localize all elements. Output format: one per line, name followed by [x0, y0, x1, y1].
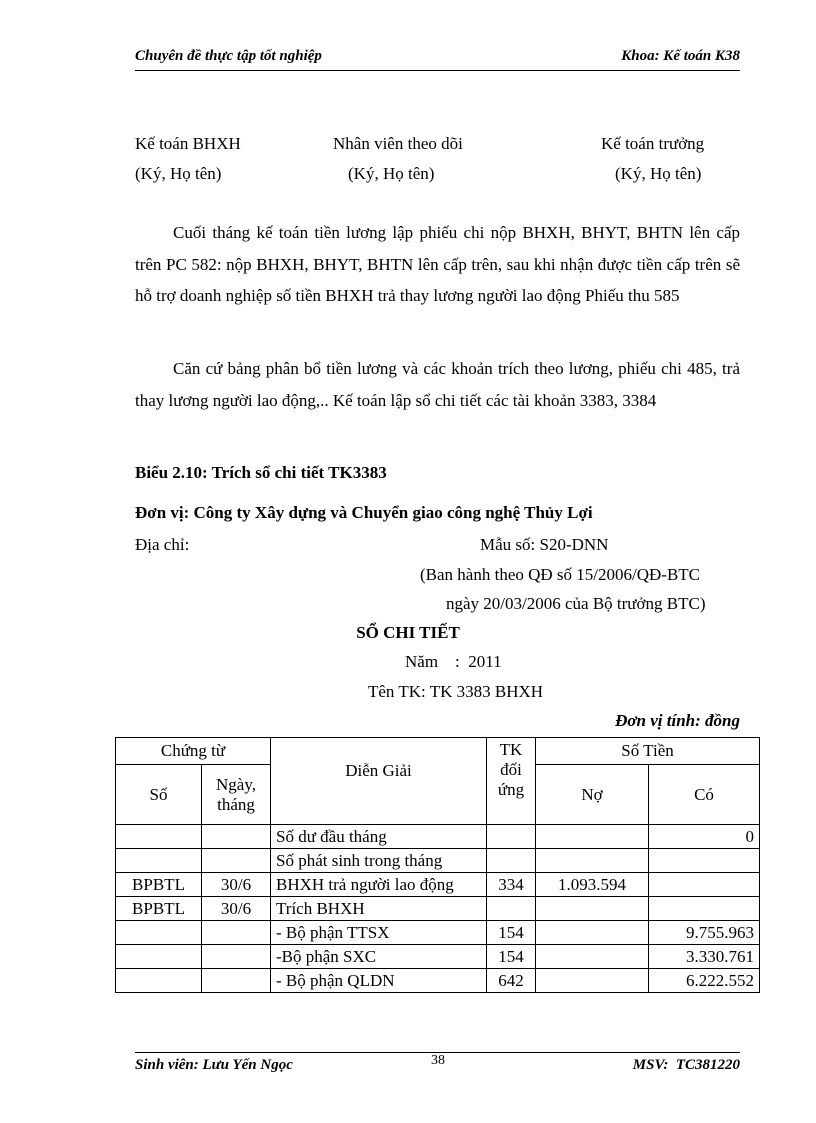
cell-description: Số phát sinh trong tháng	[271, 849, 487, 873]
signature-chief-note: (Ký, Họ tên)	[615, 164, 702, 183]
footer-student: Sinh viên: Lưu Yến Ngọc	[135, 1057, 293, 1073]
header-date	[202, 765, 271, 825]
cell-description: Số dư đầu tháng	[271, 825, 487, 849]
cell-date: 30/6	[202, 897, 271, 921]
cell-description: BHXH trả người lao động	[271, 873, 487, 897]
header-amount: Số Tiền	[536, 738, 760, 765]
header-rule	[135, 70, 740, 71]
cell-credit: 3.330.761	[649, 945, 760, 969]
header-description: Diễn Giải	[271, 738, 487, 825]
cell-number: BPBTL	[116, 897, 202, 921]
cell-contra: 334	[487, 873, 536, 897]
signature-chief-title: Kế toán trưởng	[601, 134, 705, 153]
header-contra-account	[487, 738, 536, 825]
header-date-line-2: tháng	[217, 794, 255, 814]
cell-date	[202, 825, 271, 849]
cell-number	[116, 921, 202, 945]
address-label: Địa chỉ:	[135, 535, 190, 554]
table-row	[116, 825, 760, 849]
signature-staff-note: (Ký, Họ tên)	[348, 164, 435, 183]
cell-debit	[536, 849, 649, 873]
footer-student-id: MSV: TC381220	[632, 1057, 740, 1073]
paragraph-2-text: Căn cứ bảng phân bổ tiền lương và các khoản trích theo lương, phiếu chi 485, trả thay lương người lao động,.. Kế toán lập sổ chi tiết các tài khoản 3383, 3384	[135, 359, 740, 410]
header-debit: Nợ	[536, 765, 649, 825]
signature-accountant-title: Kế toán BHXH	[135, 134, 241, 153]
signature-staff-title: Nhân viên theo dõi	[333, 134, 463, 153]
cell-number	[116, 945, 202, 969]
ledger-year: Năm : 2011	[405, 652, 502, 671]
cell-credit	[649, 873, 760, 897]
paragraph-1	[135, 217, 740, 312]
cell-credit: 0	[649, 825, 760, 849]
table-row	[116, 873, 760, 897]
paragraph-2	[135, 353, 740, 416]
cell-date: 30/6	[202, 873, 271, 897]
table-row	[116, 921, 760, 945]
cell-number	[116, 825, 202, 849]
cell-contra	[487, 825, 536, 849]
cell-credit: 9.755.963	[649, 921, 760, 945]
cell-debit	[536, 921, 649, 945]
header-left: Chuyên đề thực tập tốt nghiệp	[135, 48, 322, 64]
form-code: Mẫu số: S20-DNN	[480, 535, 609, 554]
form-issued-1: (Ban hành theo QĐ số 15/2006/QĐ-BTC	[420, 565, 701, 584]
currency-unit: Đơn vị tính: đồng	[615, 711, 740, 730]
cell-debit	[536, 825, 649, 849]
cell-debit	[536, 969, 649, 993]
cell-contra	[487, 897, 536, 921]
table-row	[116, 969, 760, 993]
header-date-line-1: Ngày,	[216, 774, 256, 794]
cell-date	[202, 945, 271, 969]
cell-date	[202, 849, 271, 873]
unit-line: Đơn vị: Công ty Xây dựng và Chuyển giao công nghệ Thủy Lợi	[135, 503, 593, 522]
header-contra-line-1: TK	[499, 740, 523, 759]
header-voucher: Chứng từ	[116, 738, 271, 765]
ledger-account: Tên TK: TK 3383 BHXH	[368, 682, 544, 701]
cell-contra	[487, 849, 536, 873]
table-row	[116, 849, 760, 873]
cell-description: - Bộ phận QLDN	[271, 969, 487, 993]
cell-credit: 6.222.552	[649, 969, 760, 993]
page-number: 38	[431, 1053, 445, 1068]
cell-date	[202, 969, 271, 993]
header-contra-line-2: đối	[500, 760, 522, 779]
header-contra-line-3: ứng	[497, 780, 525, 799]
ledger-title: SỔ CHI TIẾT	[356, 623, 460, 642]
form-issued-2: ngày 20/03/2006 của Bộ trưởng BTC)	[446, 594, 706, 613]
cell-date	[202, 921, 271, 945]
header-right: Khoa: Kế toán K38	[621, 48, 740, 64]
cell-debit	[536, 897, 649, 921]
cell-contra: 154	[487, 921, 536, 945]
cell-description: - Bộ phận TTSX	[271, 921, 487, 945]
cell-contra: 642	[487, 969, 536, 993]
ledger-table	[115, 737, 760, 993]
cell-description: Trích BHXH	[271, 897, 487, 921]
table-row	[116, 897, 760, 921]
signature-accountant-note: (Ký, Họ tên)	[135, 164, 222, 183]
paragraph-1-text: Cuối tháng kế toán tiền lương lập phiếu chi nộp BHXH, BHYT, BHTN lên cấp trên PC 582: nộp BHXH, BHYT, BHTN lên cấp trên, sau khi nhận được tiền cấp trên sẽ hỗ trợ doanh nghiệp số tiền BHXH trả thay lương người lao động Phiếu thu 585	[135, 223, 740, 305]
cell-number: BPBTL	[116, 873, 202, 897]
cell-number	[116, 969, 202, 993]
cell-credit	[649, 897, 760, 921]
cell-credit	[649, 849, 760, 873]
exhibit-title: Biểu 2.10: Trích sổ chi tiết TK3383	[135, 463, 387, 482]
table-row	[116, 945, 760, 969]
cell-debit: 1.093.594	[536, 873, 649, 897]
header-credit: Có	[649, 765, 760, 825]
cell-description: -Bộ phận SXC	[271, 945, 487, 969]
cell-number	[116, 849, 202, 873]
cell-debit	[536, 945, 649, 969]
cell-contra: 154	[487, 945, 536, 969]
header-number: Số	[116, 765, 202, 825]
